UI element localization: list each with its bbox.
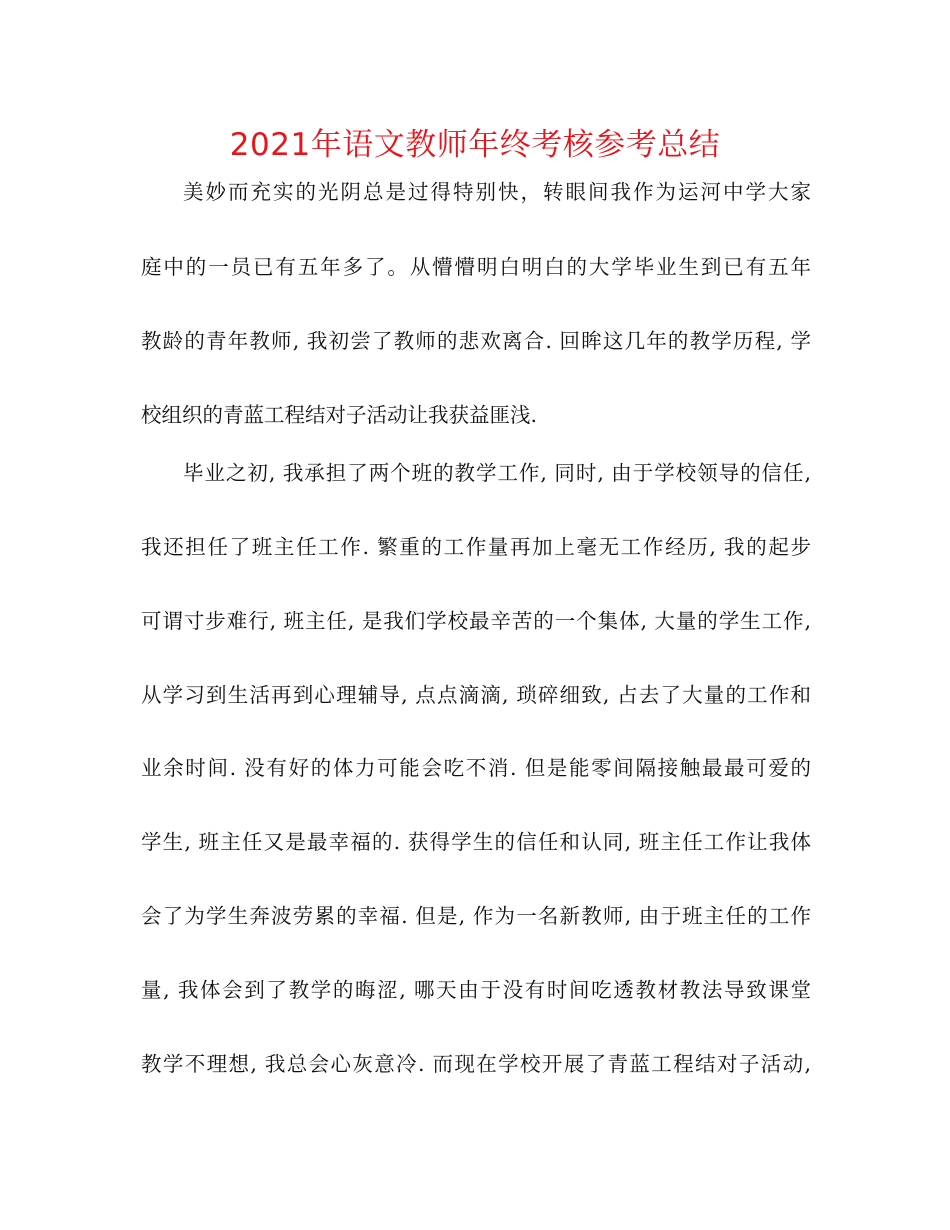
paragraph-1-line-1: 美妙而充实的光阴总是过得特别快，转眼间我作为运河中学大家 <box>183 180 811 204</box>
paragraph-2-line-1: 毕业之初, 我承担了两个班的教学工作, 同时, 由于学校领导的信任, <box>183 461 811 485</box>
paragraph-2-line-5: 业余时间. 没有好的体力可能会吃不消. 但是能零间隔接触最最可爱的 <box>141 756 811 780</box>
document-title: 2021年语文教师年终考核参考总结 <box>229 127 721 163</box>
paragraph-2-line-6: 学生, 班主任又是最幸福的. 获得学生的信任和认同, 班主任工作让我体 <box>141 830 811 854</box>
paragraph-1-line-2: 庭中的一员已有五年多了。从懵懵明白明白的大学毕业生到已有五年 <box>141 255 811 279</box>
paragraph-1-line-3: 教龄的青年教师, 我初尝了教师的悲欢离合. 回眸这几年的教学历程, 学 <box>141 329 811 353</box>
paragraph-2-line-9: 教学不理想, 我总会心灰意冷. 而现在学校开展了青蓝工程结对子活动, <box>141 1052 811 1076</box>
paragraph-2-line-3: 可谓寸步难行, 班主任, 是我们学校最辛苦的一个集体, 大量的学生工作, <box>141 609 811 633</box>
paragraph-1-line-4: 校组织的青蓝工程结对子活动让我获益匪浅. <box>141 403 538 427</box>
paragraph-2-line-7: 会了为学生奔波劳累的幸福. 但是, 作为一名新教师, 由于班主任的工作 <box>141 904 811 928</box>
paragraph-2-line-4: 从学习到生活再到心理辅导, 点点滴滴, 琐碎细致, 占去了大量的工作和 <box>141 683 811 707</box>
paragraph-2-line-2: 我还担任了班主任工作. 繁重的工作量再加上毫无工作经历, 我的起步 <box>141 535 811 559</box>
paragraph-2-line-8: 量, 我体会到了教学的晦涩, 哪天由于没有时间吃透教材教法导致课堂 <box>141 978 811 1002</box>
